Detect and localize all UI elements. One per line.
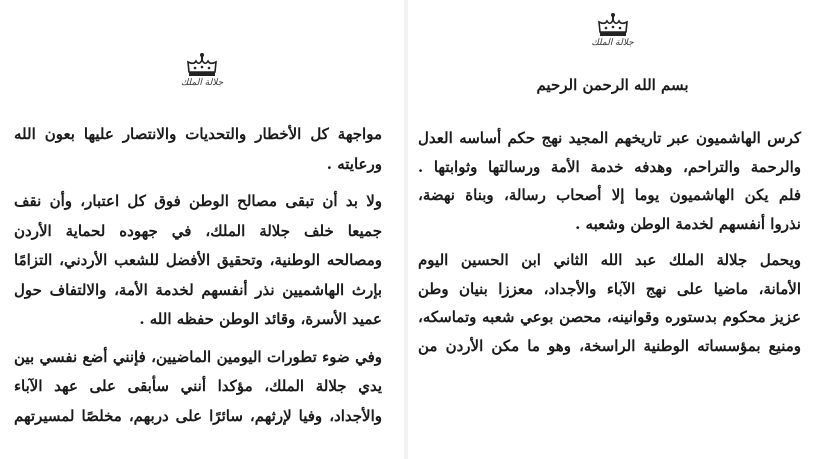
crown-icon — [596, 12, 630, 38]
text-line: مواجهة كل الأخطار والتحديات والانتصار عليها بعون الله — [14, 125, 382, 143]
text-line: نذروا أنفسهم لخدمة الوطن وشعبه . — [575, 214, 801, 233]
text-line: كرس الهاشميون عبر تاريخهم المجيد نهج حكم أساسه العدل — [418, 129, 801, 147]
text-line: بإرث الهاشميين نذر أنفسهم لخدمة الأمة، والالتفاف حول — [14, 280, 382, 299]
text-line: وفي ضوء تطورات اليومين الماضيين، فإنني أضع نفسي بين — [14, 347, 382, 366]
text-line: الأمانة، ماضيا على نهج الآباء والأجداد، معززا بنيان وطن — [418, 279, 801, 298]
text-line: ومنيع بمؤسساته الوطنية الراسخة، وهو ما مكن الأردن من — [418, 336, 801, 355]
text-line: يدي جلالة الملك، مؤكدا أنني سأبقى على عهد الآباء — [14, 377, 382, 395]
basmala-heading: بسم الله الرحمن الرحيم — [536, 76, 689, 94]
text-line: والأجداد، وفيا لإرثهم، سائرًا على دربهم، مخلصًا لمسيرتهم — [14, 406, 382, 425]
crest-caption: جلالة الملك — [180, 78, 224, 88]
text-line: ويحمل جلالة الملك عبد الله الثاني ابن الحسين اليوم — [418, 251, 801, 269]
text-line: عزيز محكوم بدستوره وقوانينه، محصن بوعي شعبه وتماسكه، — [418, 308, 801, 326]
text-line: والرحمة والتراحم، وهدفه خدمة الأمة ورسالتها وثوابتها . — [418, 157, 801, 176]
royal-crest — [162, 52, 242, 88]
right-page — [408, 0, 817, 459]
text-line: عميد الأسرة، وقائد الوطن حفظه الله . — [139, 310, 382, 328]
text-line: فلم يكن الهاشميون يوما إلا أصحاب رسالة، وبناة نهضة، — [418, 186, 801, 204]
royal-crest — [573, 12, 653, 48]
letter-body — [418, 124, 801, 360]
letter-body — [14, 120, 382, 431]
text-line: ورعايته . — [326, 154, 382, 173]
text-line: ومصالحه الوطنية، وتحقيق الأفضل للشعب الأردني، التزامًا — [14, 251, 382, 269]
text-line: ولا بد أن تبقى مصالح الوطن فوق كل اعتبار، وأن نقف — [14, 192, 382, 210]
text-line: جميعا خلف جلالة الملك، في جهوده لحماية الأردن — [14, 221, 382, 240]
crest-caption: جلالة الملك — [591, 38, 634, 48]
left-page — [0, 0, 404, 459]
crown-icon — [185, 52, 219, 78]
